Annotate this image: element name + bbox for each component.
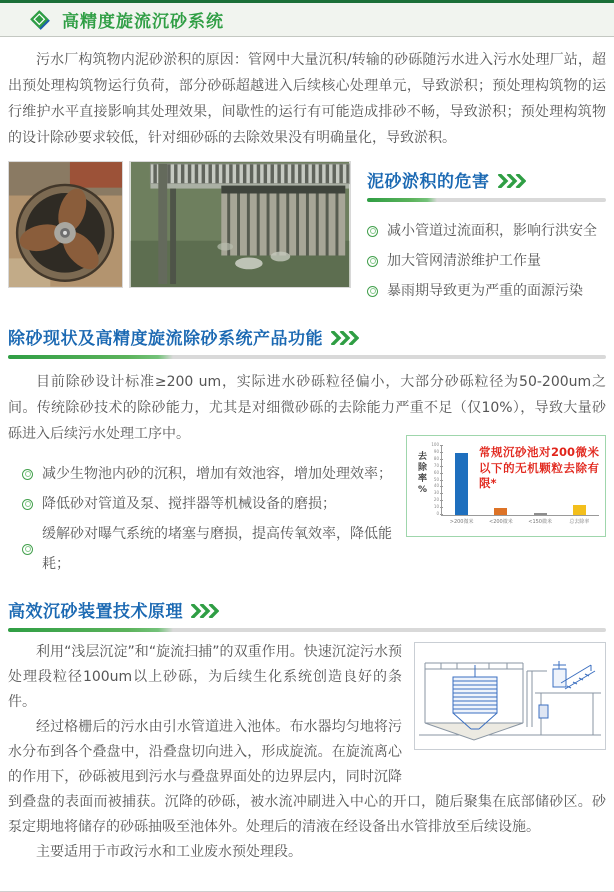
y-tick: 10 xyxy=(440,507,443,508)
y-tick: 80 xyxy=(440,459,443,460)
y-tick: 30 xyxy=(440,493,443,494)
current-status-section xyxy=(8,324,606,359)
impeller-wear-photo xyxy=(8,161,123,288)
hazards-title: 泥砂淤积的危害 xyxy=(367,172,490,192)
principle-title: 高效沉砂装置技术原理 xyxy=(8,602,183,622)
triple-chevron-icon xyxy=(191,604,219,618)
y-tick: 50 xyxy=(440,480,443,481)
y-tick: 90 xyxy=(440,452,443,453)
grit-tank-diagram xyxy=(414,642,606,750)
page-header xyxy=(0,3,614,37)
section-underline xyxy=(8,628,606,632)
ring-bullet-icon xyxy=(22,544,33,555)
current-status-title: 除砂现状及高精度旋流除砂系统产品功能 xyxy=(8,329,323,349)
hazards-panel xyxy=(367,161,606,306)
list-item: 减小管道过流面积，影响行洪安全 xyxy=(367,216,606,246)
x-tick-label: >200微米 xyxy=(449,519,474,525)
photos-and-hazards-row xyxy=(8,161,606,306)
section-underline xyxy=(8,355,606,359)
grit-tank-diagram-drawing xyxy=(415,643,605,749)
y-tick: 70 xyxy=(440,466,443,467)
list-item: 降低砂对管道及泵、搅拌器等机械设备的磨损； xyxy=(22,489,406,519)
list-item: 加大管网清淤维护工作量 xyxy=(367,246,606,276)
triple-chevron-icon xyxy=(331,331,359,345)
principle-paragraph: 主要适用于市政污水和工业废水预处理段。 xyxy=(36,844,302,860)
ring-bullet-icon xyxy=(22,499,33,510)
principle-paragraph: 经过格栅后的污水由引水管道进入池体。布水器均匀地将污水分布到各个叠盘中，沿叠盘切向进入，形成旋流。在旋流离心的作用下，砂砾被甩到污水与叠盘界面处的边界层内，同时沉降到叠盘的表面而被捕获。沉降的砂砾，被水流冲刷进入中心的开口，随后聚集在底部储砂区。砂泵定期地将储存的砂砾抽吸至池体外。处理后的清液在经设备出水管排放至后续设施。 xyxy=(8,719,606,835)
bar xyxy=(455,453,468,515)
x-tick-label: <200微米 xyxy=(489,519,513,525)
removal-rate-chart xyxy=(406,435,606,537)
hazards-list xyxy=(367,216,606,306)
bar xyxy=(573,505,586,515)
principle-body xyxy=(8,640,606,891)
ring-bullet-icon xyxy=(367,286,378,297)
features-and-chart-row xyxy=(8,442,606,579)
list-item: 减少生物池内砂的沉积，增加有效池容，增加处理效率； xyxy=(22,459,406,489)
ring-bullet-icon xyxy=(367,226,378,237)
clogged-screen-photo xyxy=(129,161,351,288)
diamond-logo-icon xyxy=(28,8,52,32)
chart-annotation: 常规沉砂池对200微米以下的无机颗粒去除有限* xyxy=(479,445,599,491)
x-tick-label: 总去除率 xyxy=(569,519,590,525)
x-tick-label: <150微米 xyxy=(528,519,552,525)
y-tick: 60 xyxy=(440,473,443,474)
y-tick: 0 xyxy=(440,514,443,515)
bar xyxy=(534,513,547,515)
bar-slot xyxy=(442,446,481,525)
principle-section xyxy=(8,597,606,632)
current-status-paragraph: 目前除砂设计标准≥200 um，实际进水砂砾粒径偏小，大部分砂砾粒径为50-200um之间。传统除砂技术的除砂能力，尤其是对细微砂砾的去除能力严重不足（仅10%），导致大量砂砾进入后续污水处理工序中。 xyxy=(8,374,606,442)
y-tick: 40 xyxy=(440,486,443,487)
features-list xyxy=(8,459,406,579)
list-item: 暴雨期导致更为严重的面源污染 xyxy=(367,276,606,306)
y-tick: 20 xyxy=(440,500,443,501)
list-item: 缓解砂对曝气系统的堵塞与磨损，提高传氧效率，降低能耗； xyxy=(22,519,406,579)
page-title: 高精度旋流沉砂系统 xyxy=(62,12,224,32)
bar xyxy=(494,508,507,515)
chart-ylabel: 去 除 率 % xyxy=(418,452,428,495)
ring-bullet-icon xyxy=(22,469,33,480)
triple-chevron-icon xyxy=(498,174,526,188)
intro-paragraph: 污水厂构筑物内泥砂淤积的原因：管网中大量沉积/转输的砂砾随污水进入污水处理厂站，超出预处理构筑物运行负荷，部分砂砾超越进入后续核心处理单元，导致淤积；预处理构筑物的运行维护水平直接影响其处理效果，间歇性的运行有可能造成排砂不畅，导致淤积；预处理构筑物的设计除砂要求较低，针对细砂砾的去除效果没有明确量化，导致淤积。 xyxy=(8,52,606,146)
ring-bullet-icon xyxy=(367,256,378,267)
principle-paragraph: 利用“浅层沉淀”和“旋流扫捕”的双重作用。快速沉淀污水预处理段粒径100um以上砂砾，为后续生化系统创造良好的条件。 xyxy=(8,644,402,710)
y-tick: 100 xyxy=(440,445,443,446)
section-underline xyxy=(367,198,606,202)
